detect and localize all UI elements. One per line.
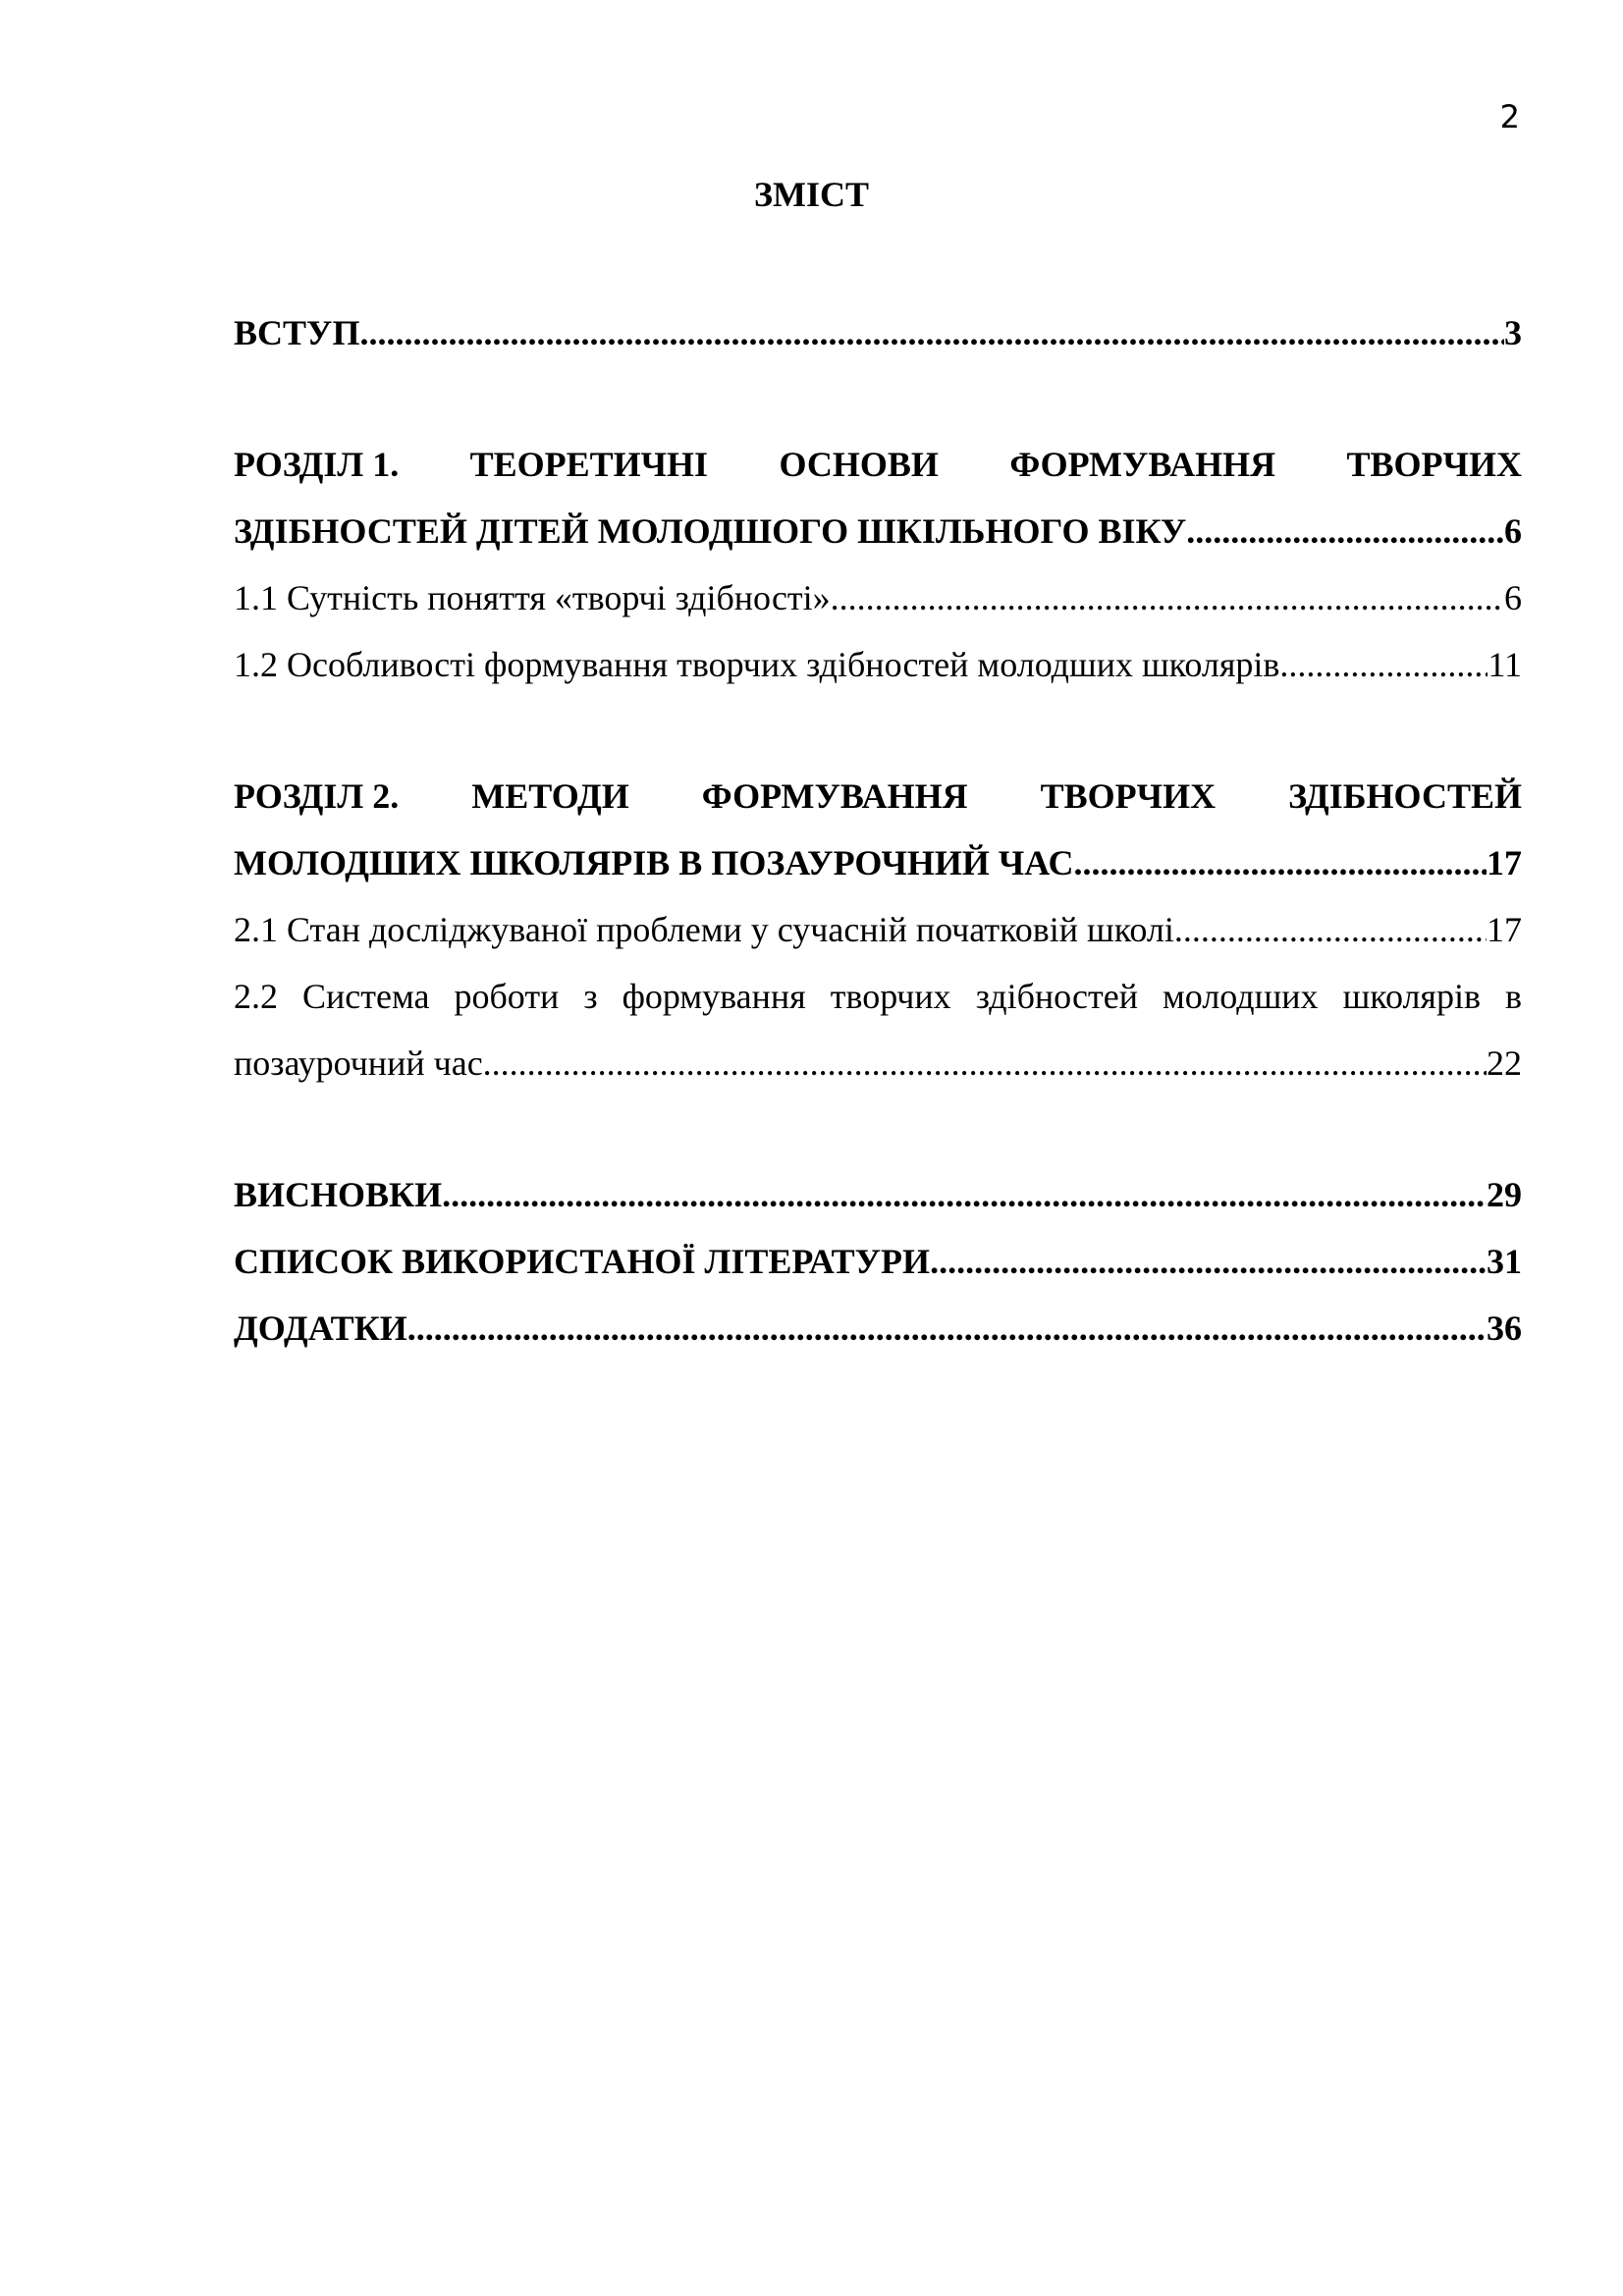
toc-entry-label: позаурочний час bbox=[234, 1043, 483, 1083]
dot-leader bbox=[407, 1304, 1487, 1353]
dot-leader bbox=[831, 573, 1504, 622]
toc-entry-page: 22 bbox=[1487, 1043, 1522, 1083]
dot-leader bbox=[930, 1237, 1487, 1286]
toc-word: ТВОРЧИХ bbox=[1346, 445, 1522, 484]
toc-word: ФОРМУВАННЯ bbox=[701, 776, 968, 816]
toc-entry-page: 29 bbox=[1487, 1175, 1522, 1214]
toc-entry-page: 11 bbox=[1488, 645, 1522, 684]
toc-entry-page: 17 bbox=[1487, 843, 1522, 882]
toc-entry-label: ВСТУП bbox=[234, 313, 360, 352]
toc-section-1-1[interactable] bbox=[234, 573, 1522, 622]
toc-entry-page: 6 bbox=[1504, 511, 1522, 551]
toc-entry-conclusions[interactable] bbox=[234, 1170, 1522, 1219]
toc-word: ФОРМУВАННЯ bbox=[1009, 445, 1276, 484]
toc-chapter-1-line-1[interactable] bbox=[234, 440, 1522, 489]
dot-leader bbox=[442, 1170, 1487, 1219]
toc-word: ТВОРЧИХ bbox=[1040, 776, 1217, 816]
toc-word: здібностей bbox=[975, 977, 1139, 1016]
dot-leader bbox=[359, 308, 1504, 357]
dot-leader bbox=[1174, 905, 1487, 954]
toc-word: творчих bbox=[830, 977, 951, 1016]
toc-entry-label: 1.2 Особливості формування творчих здібностей молодших школярів bbox=[234, 645, 1280, 684]
toc-entry-references[interactable] bbox=[234, 1237, 1522, 1286]
toc-section-2-2-line-1[interactable] bbox=[234, 972, 1522, 1021]
toc-entry-appendices[interactable] bbox=[234, 1304, 1522, 1353]
dot-leader bbox=[1074, 838, 1487, 887]
toc-chapter-1-line-2[interactable] bbox=[234, 507, 1522, 556]
toc-entry-label: 1.1 Сутність поняття «творчі здібності» bbox=[234, 578, 831, 617]
toc-word: 2.2 bbox=[234, 977, 278, 1016]
toc-section-1-2[interactable] bbox=[234, 640, 1522, 689]
toc-entry-page: 31 bbox=[1487, 1242, 1522, 1281]
toc-word: молодших bbox=[1163, 977, 1319, 1016]
toc-section-2-1[interactable] bbox=[234, 905, 1522, 954]
toc-word: РОЗДІЛ 2. bbox=[234, 776, 400, 816]
toc-entry-label: ВИСНОВКИ bbox=[234, 1175, 443, 1214]
page-title: ЗМІСТ bbox=[754, 175, 869, 214]
toc-word: ТЕОРЕТИЧНІ bbox=[469, 445, 709, 484]
toc-word: школярів bbox=[1342, 977, 1481, 1016]
toc-word: ЗДІБНОСТЕЙ bbox=[1288, 776, 1522, 816]
toc-entry-page: 3 bbox=[1504, 313, 1522, 352]
toc-word: з bbox=[583, 977, 598, 1016]
toc-entry-page: 36 bbox=[1487, 1308, 1522, 1348]
dot-leader bbox=[483, 1039, 1487, 1088]
toc-chapter-2-line-2[interactable] bbox=[234, 838, 1522, 887]
toc-word: Система bbox=[302, 977, 430, 1016]
toc-entry-label: ДОДАТКИ bbox=[234, 1308, 407, 1348]
toc-chapter-2-line-1[interactable] bbox=[234, 772, 1522, 821]
toc-word: формування bbox=[622, 977, 806, 1016]
toc-entry-label: 2.1 Стан досліджуваної проблеми у сучасній початковій школі bbox=[234, 910, 1174, 949]
dot-leader bbox=[1279, 640, 1488, 689]
toc-word: ОСНОВИ bbox=[779, 445, 939, 484]
toc-entry-intro[interactable] bbox=[234, 308, 1522, 357]
toc-word: роботи bbox=[454, 977, 560, 1016]
toc-word: в bbox=[1505, 977, 1522, 1016]
toc-entry-page: 17 bbox=[1487, 910, 1522, 949]
toc-entry-page: 6 bbox=[1504, 578, 1522, 617]
toc-entry-label: СПИСОК ВИКОРИСТАНОЇ ЛІТЕРАТУРИ bbox=[234, 1242, 931, 1281]
dot-leader bbox=[1186, 507, 1504, 556]
page-number: 2 bbox=[1499, 98, 1520, 135]
toc-word: МЕТОДИ bbox=[471, 776, 629, 816]
toc-entry-label: ЗДІБНОСТЕЙ ДІТЕЙ МОЛОДШОГО ШКІЛЬНОГО ВІКУ bbox=[234, 511, 1187, 551]
toc-word: РОЗДІЛ 1. bbox=[234, 445, 400, 484]
toc-entry-label: МОЛОДШИХ ШКОЛЯРІВ В ПОЗАУРОЧНИЙ ЧАС bbox=[234, 843, 1074, 882]
toc-section-2-2-line-2[interactable] bbox=[234, 1039, 1522, 1088]
